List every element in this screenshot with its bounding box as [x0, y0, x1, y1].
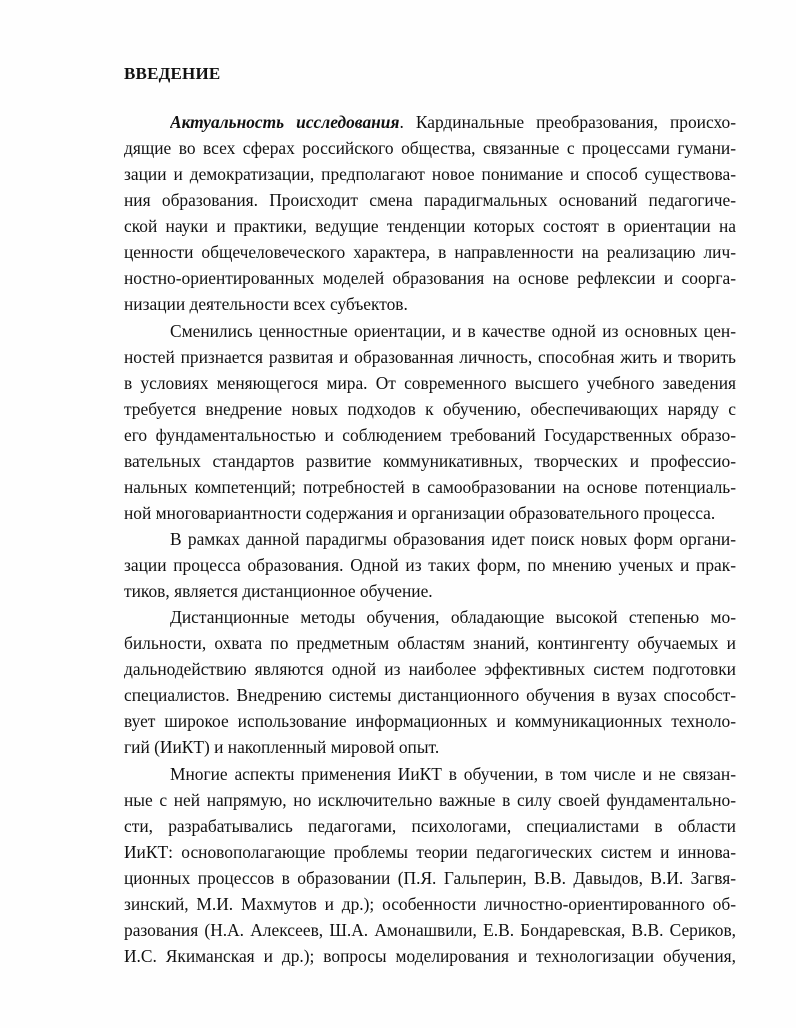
text-line	[170, 109, 736, 135]
text-line: вует широкое использование информационных и коммуникационных техноло-	[124, 711, 736, 731]
paragraph-lead: Актуальность исследования	[170, 112, 400, 132]
text-line: разования (Н.А. Алексеев, Ш.А. Амонашвили, Е.В. Бондаревская, В.В. Сериков,	[124, 920, 736, 940]
text-line: зинский, М.И. Махмутов и др.); особенности личностно-ориентированного об-	[124, 894, 736, 914]
page-heading: ВВЕДЕНИЕ	[124, 64, 221, 83]
text-line: ностно-ориентированных моделей образования на основе рефлексии и соорга-	[124, 268, 736, 288]
text-line: его фундаментальностью и соблюдением требований Государственных образо-	[124, 425, 736, 445]
text-line: дальнодействию являются одной из наиболее эффективных систем подготовки	[124, 659, 736, 679]
text-line: специалистов. Внедрению системы дистанционного обучения в вузах способст-	[124, 685, 736, 705]
text-line: ния образования. Происходит смена парадигмальных оснований педагогиче-	[124, 190, 736, 210]
text-line: требуется внедрение новых подходов к обучению, обеспечивающих наряду с	[124, 399, 736, 419]
text-line: ные с ней напрямую, но исключительно важные в силу своей фундаментально-	[124, 790, 736, 810]
text-line: нальных компетенций; потребностей в самообразовании на основе потенциаль-	[124, 477, 736, 497]
text-line: Многие аспекты применения ИиКТ в обучении, в том числе и не связан-	[170, 764, 736, 784]
text-line: ской науки и практики, ведущие тенденции которых состоят в ориентации на	[124, 216, 736, 236]
text-line: дящие во всех сферах российского общества, связанные с процессами гумани-	[124, 138, 736, 158]
text-line: гий (ИиКТ) и накопленный мировой опыт.	[124, 737, 440, 757]
text-line: низации деятельности всех субъектов.	[124, 294, 408, 314]
text-line: зации и демократизации, предполагают новое понимание и способ существова-	[124, 164, 736, 184]
text-line: ИиКТ: основополагающие проблемы теории педагогических систем и иннова-	[124, 842, 736, 862]
text-line: ностей признается развитая и образованная личность, способная жить и творить	[124, 347, 736, 367]
text-line: сти, разрабатывались педагогами, психологами, специалистами в области	[124, 816, 736, 836]
text-line: ционных процессов в образовании (П.Я. Гальперин, В.В. Давыдов, В.И. Загвя-	[124, 868, 736, 888]
text-line: зации процесса образования. Одной из таких форм, по мнению ученых и прак-	[124, 555, 736, 575]
text-line: В рамках данной парадигмы образования идет поиск новых форм органи-	[170, 529, 736, 549]
text-line: вательных стандартов развитие коммуникативных, творческих и профессио-	[124, 451, 736, 471]
text-line: в условиях меняющегося мира. От современного высшего учебного заведения	[124, 373, 736, 393]
text-line: Сменились ценностные ориентации, и в качестве одной из основных цен-	[170, 321, 736, 341]
text-line: ной многовариантности содержания и организации образовательного процесса.	[124, 503, 716, 523]
line-text: . Кардинальные преобразования, происхо-	[399, 112, 736, 132]
text-line: И.С. Якиманская и др.); вопросы моделирования и технологизации обучения,	[124, 946, 736, 966]
text-line: Дистанционные методы обучения, обладающие высокой степенью мо-	[170, 607, 736, 627]
text-line: бильности, охвата по предметным областям знаний, контингенту обучаемых и	[124, 633, 736, 653]
text-line: тиков, является дистанционное обучение.	[124, 581, 433, 601]
text-line: ценности общечеловеческого характера, в направленности на реализацию лич-	[124, 242, 736, 262]
